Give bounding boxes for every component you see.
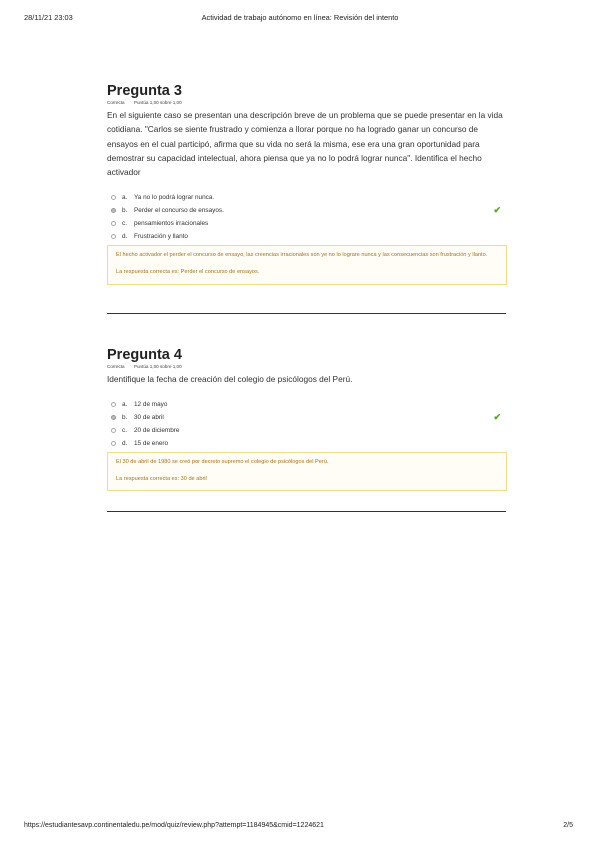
radio-button[interactable] xyxy=(111,428,116,433)
check-icon: ✔ xyxy=(493,205,501,216)
question-status: Correcta xyxy=(107,100,125,105)
question-info xyxy=(107,364,507,371)
feedback-box xyxy=(107,452,507,491)
question-title: Pregunta 4 xyxy=(107,347,182,363)
option-label: 15 de enero xyxy=(134,440,169,448)
answer-option-b[interactable] xyxy=(107,204,507,217)
answer-option-d[interactable] xyxy=(107,437,507,450)
option-label: 12 de mayo xyxy=(134,401,168,409)
option-label: 30 de abril xyxy=(134,414,164,422)
question-score: Puntúa 1,00 sobre 1,00 xyxy=(133,100,182,105)
radio-button-selected[interactable] xyxy=(111,415,116,420)
question-info xyxy=(107,100,507,107)
question-4 xyxy=(107,346,507,491)
check-icon: ✔ xyxy=(493,412,501,423)
answer-option-d[interactable] xyxy=(107,230,507,243)
question-title: Pregunta 3 xyxy=(107,83,182,99)
option-letter: c. xyxy=(122,220,127,228)
radio-button[interactable] xyxy=(111,221,116,226)
option-letter: d. xyxy=(122,440,128,448)
option-letter: a. xyxy=(122,401,128,409)
answer-option-c[interactable] xyxy=(107,424,507,437)
option-letter: d. xyxy=(122,233,128,241)
option-letter: b. xyxy=(122,207,128,215)
option-letter: b. xyxy=(122,414,128,422)
radio-button[interactable] xyxy=(111,234,116,239)
question-divider xyxy=(107,511,506,512)
print-url: https://estudiantesavp.continentaledu.pe/mod/quiz/review.php?attempt=1184945&cmid=1224621 xyxy=(24,822,324,829)
radio-button-selected[interactable] xyxy=(111,208,116,213)
question-text: En el siguiente caso se presentan una descripción breve de un problema que se puede presentar en la vida cotidiana. "Carlos se siente frustrado y comienza a llorar porque no ha logrado ganar un concurso de ensayos en el cual participó, afirma que su vida no será la misma, ese era una gran oportunidad para demostrar su capacidad intelectual, ahora piensa que ya no lo podrá lograr nunca". Identifica el hecho activador xyxy=(107,110,503,178)
option-label: 20 de diciembre xyxy=(134,427,180,435)
question-score: Puntúa 1,00 sobre 1,00 xyxy=(133,364,182,369)
print-datetime: 28/11/21 23:03 xyxy=(24,13,73,22)
option-letter: c. xyxy=(122,427,127,435)
radio-button[interactable] xyxy=(111,402,116,407)
option-label: pensamientos irracionales xyxy=(134,220,209,228)
option-label: Perder el concurso de ensayos. xyxy=(134,207,224,215)
feedback-box xyxy=(107,245,507,284)
question-status: Correcta xyxy=(107,364,125,369)
correct-answer: La respuesta correcta es: Perder el concurso de ensayos. xyxy=(116,269,260,276)
answer-options xyxy=(107,191,507,243)
general-feedback: El hecho activador el perder el concurso de ensayo, las creencias irracionales son ye no lo lograre nunca y las consecuencias son frustración y llanto. xyxy=(116,252,488,259)
option-label: Ya no lo podrá lograr nunca. xyxy=(134,194,215,202)
answer-option-c[interactable] xyxy=(107,217,507,230)
question-3 xyxy=(107,82,507,285)
correct-answer: La respuesta correcta es: 30 de abril xyxy=(116,475,207,482)
option-label: Frustración y llanto xyxy=(134,233,188,241)
option-letter: a. xyxy=(122,194,128,202)
answer-option-a[interactable] xyxy=(107,398,507,411)
radio-button[interactable] xyxy=(111,441,116,446)
print-page-title: Actividad de trabajo autónomo en línea: Revisión del intento xyxy=(201,13,399,22)
answer-option-b[interactable] xyxy=(107,411,507,424)
radio-button[interactable] xyxy=(111,195,116,200)
general-feedback: El 30 de abril de 1980 se creó por decreto supremo el colegio de psicólogos del Perú. xyxy=(116,459,329,466)
answer-option-a[interactable] xyxy=(107,191,507,204)
question-text: Identifique la fecha de creación del colegio de psicólogos del Perú. xyxy=(107,374,353,384)
page-number: 2/5 xyxy=(563,822,573,829)
question-divider xyxy=(107,313,506,314)
answer-options xyxy=(107,398,507,450)
